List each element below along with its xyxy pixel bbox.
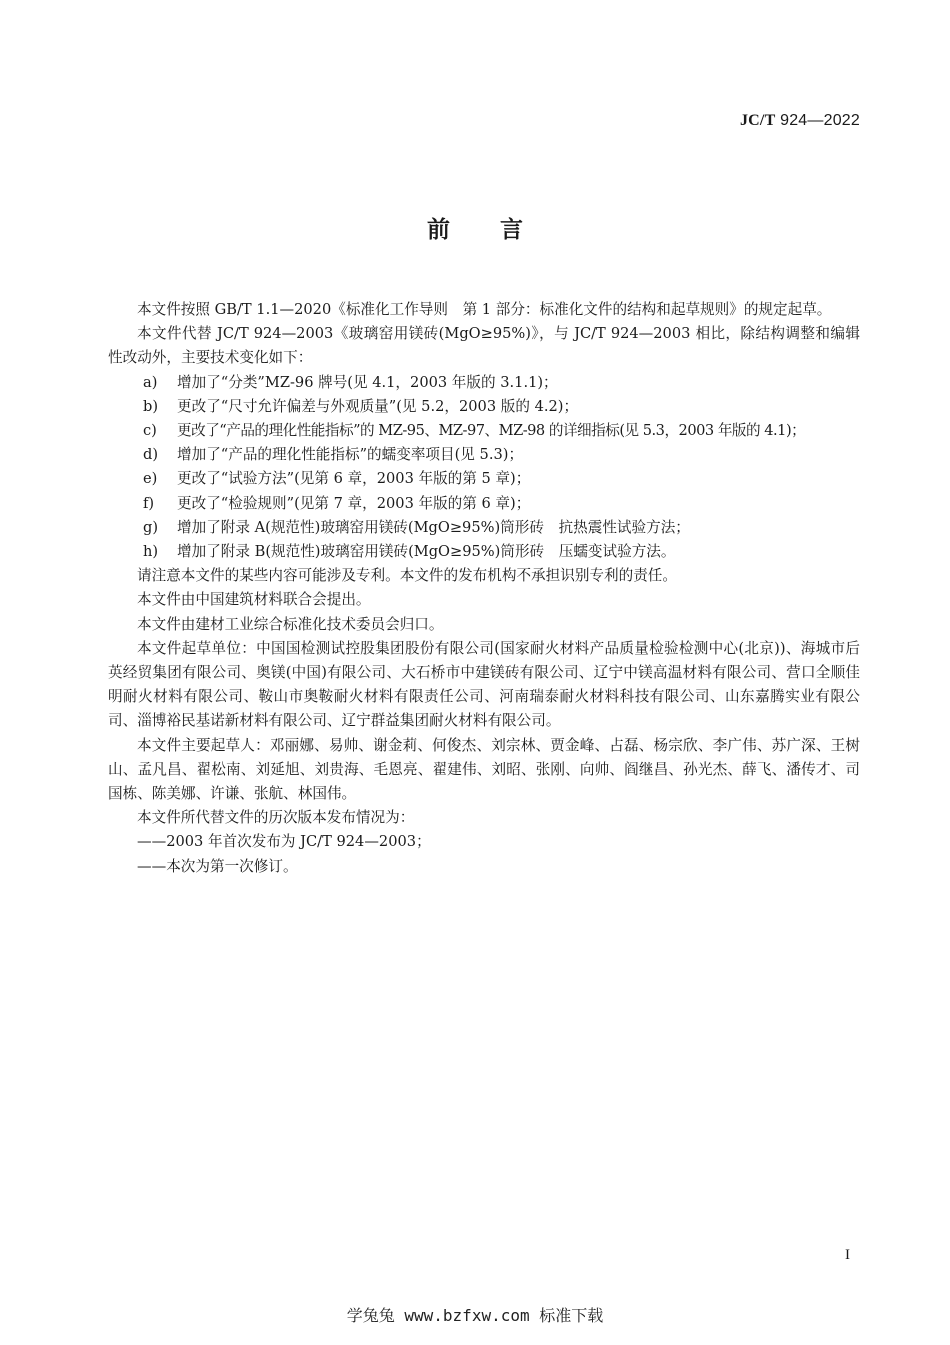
list-marker: h) [143,543,159,561]
list-marker: e) [143,470,158,488]
title-char-2: 言 [500,217,523,243]
list-marker: b) [143,397,159,415]
list-item [108,443,860,467]
page-title [0,211,950,244]
list-item-text: 更改了“产品的理化性能指标”的 MZ-95、MZ-97、MZ-98 的详细指标(见 5.3，2003 年版的 4.1)； [177,422,806,440]
list-item-text: 增加了“产品的理化性能指标”的蠕变率项目(见 5.3)； [177,446,524,464]
version-history-item: ——2003 年首次发布为 JC/T 924—2003； [137,833,431,851]
page-number: I [845,1247,850,1263]
list-item [108,419,860,443]
list-item-text: 增加了附录 A(规范性)玻璃窑用镁砖(MgO≥95%)筒形砖 抗热震性试验方法； [177,518,690,536]
changes-list [108,371,860,565]
paragraph-main-drafters: 本文件主要起草人：邓丽娜、易帅、谢金莉、何俊杰、刘宗林、贾金峰、占磊、杨宗欣、李广伟、苏广深、王树山、孟凡昌、翟松南、刘延旭、刘贵海、毛恩亮、翟建伟、刘昭、张刚、向帅、阎继昌、孙光杰、薛飞、潘传才、司国栋、陈美娜、许谦、张航、林国伟。 [108,736,860,803]
version-history-item: ——本次为第一次修订。 [137,857,298,875]
paragraph-drafting-organizations: 本文件起草单位：中国国检测试控股集团股份有限公司(国家耐火材料产品质量检验检测中心(北京))、海城市后英经贸集团有限公司、奥镁(中国)有限公司、大石桥市中建镁砖有限公司、辽宁中镁高温材料有限公司、营口全顺佳明耐火材料有限公司、鞍山市奥鞍耐火材料有限责任公司、河南瑞泰耐火材料科技有限公司、山东嘉腾实业有限公司、淄博裕民基诺新材料有限公司、辽宁群益集团耐火材料有限公司。 [108,639,860,730]
foreword-body [108,298,860,879]
list-item [108,540,860,564]
list-marker: d) [143,446,159,464]
list-marker: c) [143,422,157,440]
paragraph-under-jurisdiction: 本文件由建材工业综合标准化技术委员会归口。 [137,615,444,633]
document-code-prefix: JC/T [739,112,776,129]
list-item [108,492,860,516]
title-char-1: 前 [427,217,450,243]
document-code-number: 924—2022 [775,112,860,129]
paragraph-version-history-intro: 本文件所代替文件的历次版本发布情况为： [137,809,415,827]
list-marker: f) [143,494,155,512]
list-item [108,467,860,491]
paragraph-drafting-rules: 本文件按照 GB/T 1.1—2020《标准化工作导则 第 1 部分：标准化文件的结构和起草规则》的规定起草。 [137,301,832,318]
list-item [108,371,860,395]
list-marker: g) [143,518,159,536]
paragraph-proposed-by: 本文件由中国建筑材料联合会提出。 [137,591,371,609]
list-item [108,395,860,419]
document-code [740,112,860,130]
list-item [108,516,860,540]
footer-watermark: 学兔兔 www.bzfxw.com 标准下载 [346,1306,604,1325]
list-item-text: 更改了“尺寸允许偏差与外观质量”(见 5.2，2003 版的 4.2)； [177,397,579,415]
list-item-text: 更改了“试验方法”(见第 6 章，2003 年版的第 5 章)； [177,470,531,488]
list-item-text: 增加了“分类”MZ-96 牌号(见 4.1，2003 年版的 3.1.1)； [177,373,558,391]
list-marker: a) [143,373,158,391]
paragraph-patent-notice: 请注意本文件的某些内容可能涉及专利。本文件的发布机构不承担识别专利的责任。 [137,567,677,585]
list-item-text: 更改了“检验规则”(见第 7 章，2003 年版的第 6 章)； [177,494,531,512]
list-item-text: 增加了附录 B(规范性)玻璃窑用镁砖(MgO≥95%)筒形砖 压蠕变试验方法。 [177,543,676,561]
paragraph-replaces: 本文件代替 JC/T 924—2003《玻璃窑用镁砖(MgO≥95%)》，与 JC/T 924—2003 相比，除结构调整和编辑性改动外，主要技术变化如下： [108,325,860,367]
